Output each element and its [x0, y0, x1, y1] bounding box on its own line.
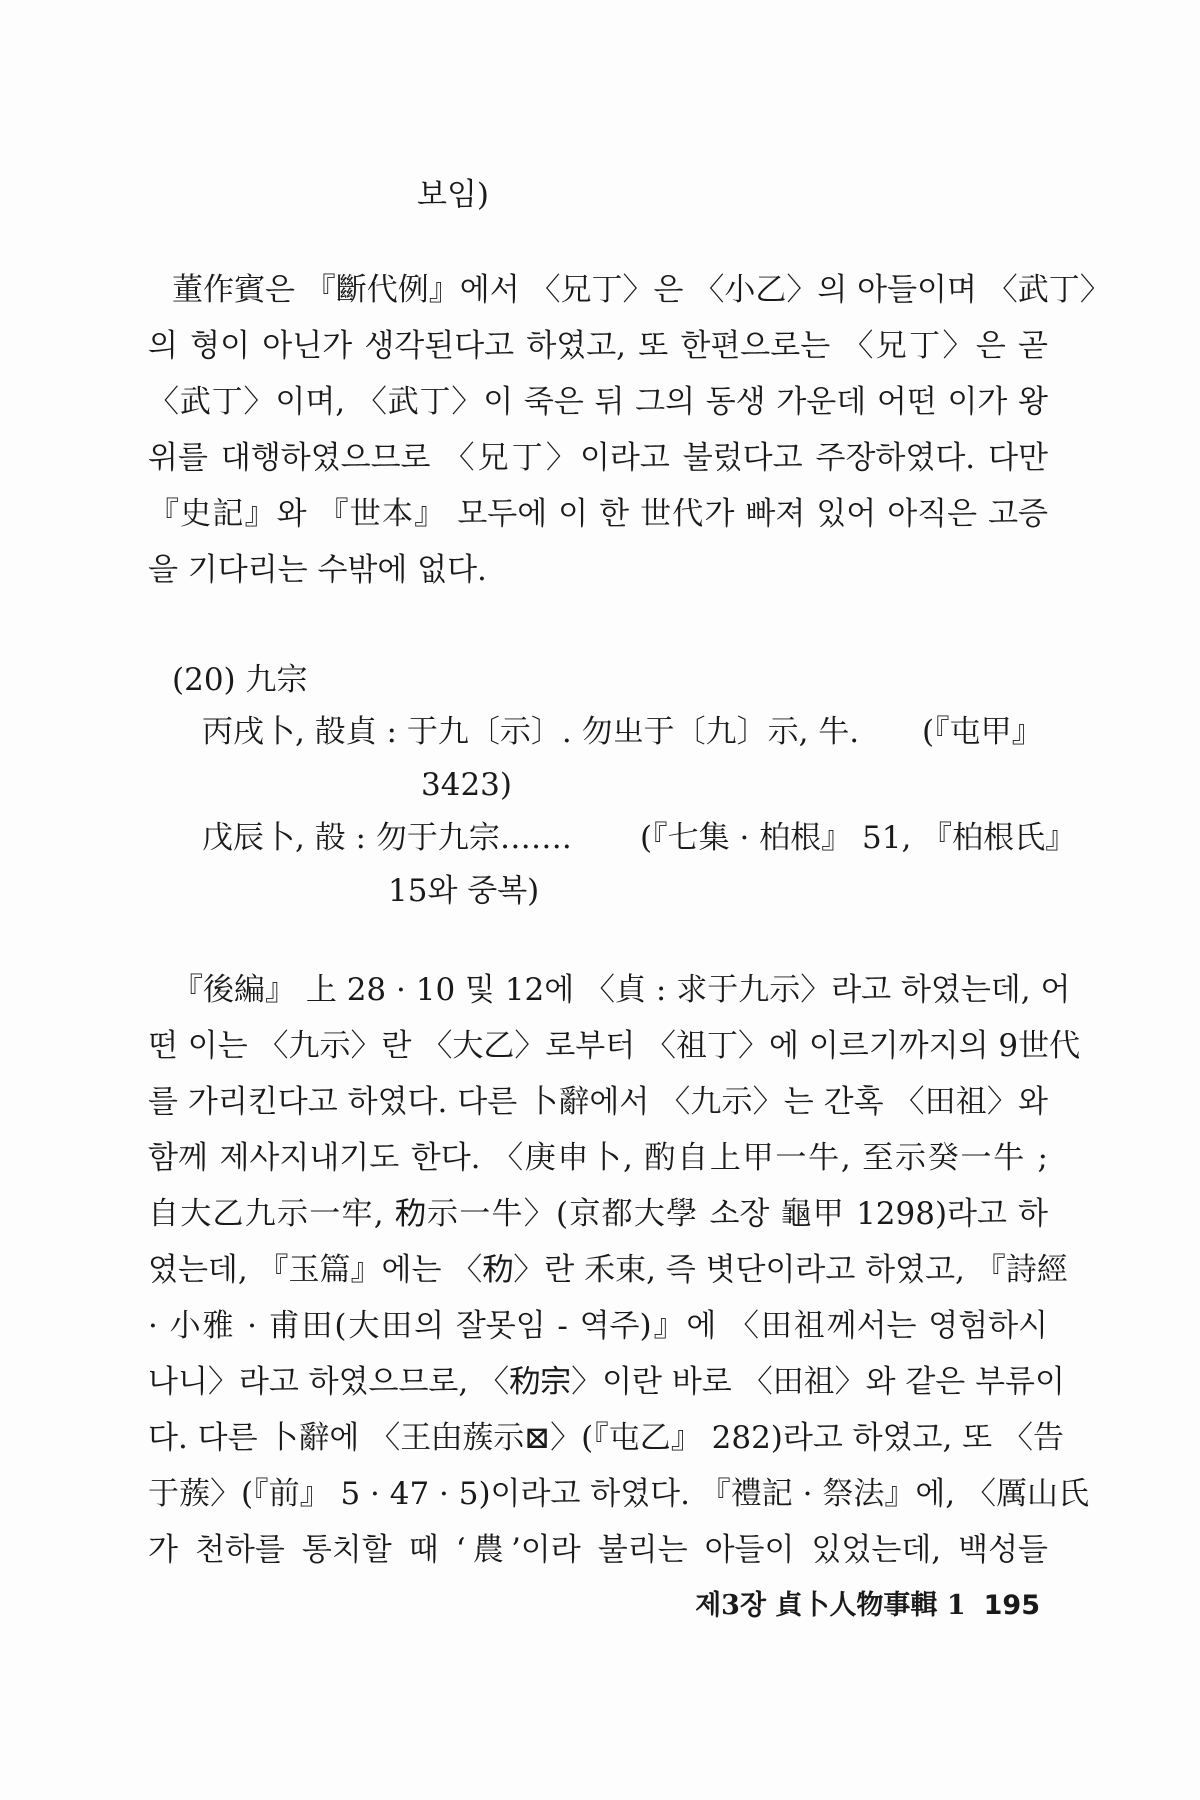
- paragraph-line: 을 기다리는 수밖에 없다.: [148, 552, 487, 588]
- page-number: 195: [983, 1590, 1040, 1621]
- paragraph-line: 自大乙九示一牢, 𥝢示一牛〉(京都大學 소장 龜甲 1298)라고 하: [148, 1196, 1048, 1232]
- paragraph-line: 가 천하를 통치할 때 ‘農’이라 불리는 아들이 있었는데, 백성들: [148, 1532, 1048, 1568]
- paragraph-line: 위를 대행하였으므로 〈兄丁〉이라고 불렀다고 주장하였다. 다만: [148, 440, 1048, 476]
- paragraph-2: [148, 962, 1090, 1578]
- paragraph-line: 다. 다른 卜辭에 〈王甶蔟示⊠〉(『屯乙』 282)라고 하였고, 또 〈告: [148, 1420, 1064, 1456]
- running-chapter-title: 제3장 貞卜人物事輯 1: [695, 1590, 966, 1621]
- paragraph-line: 였는데, 『玉篇』에는 〈𥝢〉란 禾束, 즉 볏단이라고 하였고, 『詩經: [148, 1252, 1068, 1288]
- example-line-2: 戊辰卜, 㱿 : 勿于九宗…….: [202, 820, 572, 856]
- example-line-1-continuation: 3423): [421, 767, 512, 803]
- paragraph-line: 〈武丁〉이며, 〈武丁〉이 죽은 뒤 그의 동생 가운데 어떤 이가 왕: [148, 384, 1048, 420]
- example-line-2-source: (『七集 · 柏根』 51, 『柏根氏』: [640, 820, 1077, 856]
- page-footer: [695, 1583, 1040, 1622]
- paragraph-line: 『後編』 上 28 · 10 및 12에 〈貞 : 求于九示〉라고 하였는데, 어: [172, 972, 1071, 1008]
- continuation-text: 보임): [417, 177, 489, 213]
- paragraph-line: 를 가리킨다고 하였다. 다른 卜辭에서 〈九示〉는 간혹 〈田祖〉와: [148, 1084, 1048, 1120]
- paragraph-line: 함께 제사지내기도 한다. 〈庚申卜, 酌自上甲一牛, 至示癸一牛 ;: [148, 1140, 1048, 1176]
- example-line-2-continuation: 15와 중복): [388, 873, 540, 909]
- example-line-1-source: (『屯甲』: [922, 714, 1043, 750]
- paragraph-line: 于蔟〉(『前』 5 · 47 · 5)이라고 하였다. 『禮記 · 祭法』에, 〈厲山氏: [148, 1476, 1090, 1512]
- paragraph-line: 董作賓은 『斷代例』에서 〈兄丁〉은 〈小乙〉의 아들이며 〈武丁〉: [172, 272, 1111, 308]
- paragraph-line: 의 형이 아닌가 생각된다고 하였고, 또 한편으로는 〈兄丁〉은 곧: [148, 328, 1048, 364]
- paragraph-line: 나니〉라고 하였으므로, 〈𥝢宗〉이란 바로 〈田祖〉와 같은 부류이: [148, 1364, 1065, 1400]
- paragraph-line: 떤 이는 〈九示〉란 〈大乙〉로부터 〈祖丁〉에 이르기까지의 9世代: [148, 1028, 1081, 1064]
- example-heading: (20) 九宗: [172, 662, 308, 698]
- paragraph-1: [148, 262, 1111, 598]
- paragraph-line: · 小雅 · 甫田(大田의 잘못임 - 역주)』에 〈田祖께서는 영험하시: [148, 1308, 1048, 1344]
- example-line-1: 丙戌卜, 㱿貞 : 于九〔示〕. 勿㞢于〔九〕示, 牛.: [202, 714, 860, 750]
- paragraph-line: 『史記』와 『世本』 모두에 이 한 世代가 빠져 있어 아직은 고증: [148, 496, 1048, 532]
